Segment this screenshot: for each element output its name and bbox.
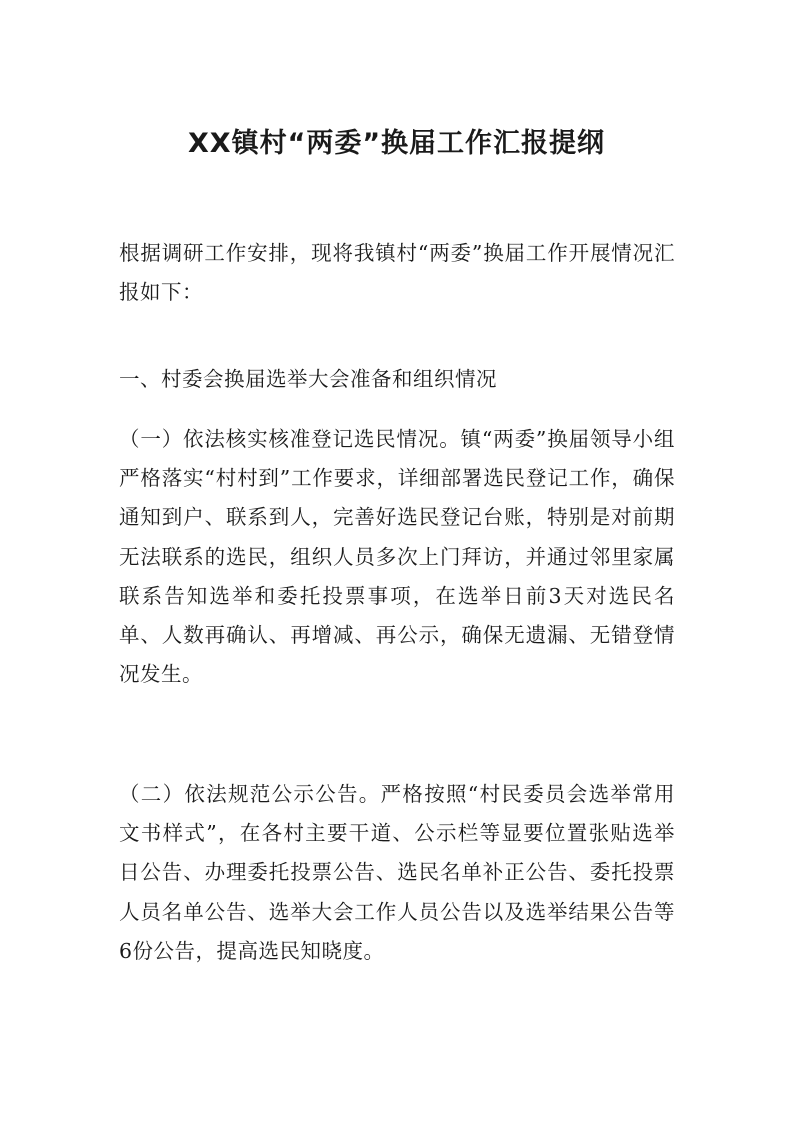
intro-paragraph: 根据调研工作安排，现将我镇村“两委”换届工作开展情况汇报如下： xyxy=(119,241,675,305)
paragraph-public-notices: （二）依法规范公示公告。严格按照“村民委员会选举常用文书样式”，在各村主要干道、公示栏等显要位置张贴选举日公告、办理委托投票公告、选民名单补正公告、委托投票人员名单公告、选举大会工作人员公告以及选举结果公告等6份公告，提高选民知晓度。 xyxy=(119,782,675,963)
paragraph-voter-registration: （一）依法核实核准登记选民情况。镇“两委”换届领导小组严格落实“村村到”工作要求，详细部署选民登记工作，确保通知到户、联系到人，完善好选民登记台账，特别是对前期无法联系的选民，组织人员多次上门拜访，并通过邻里家属联系告知选举和委托投票事项，在选举日前3天对选民名单、人数再确认、再增减、再公示，确保无遗漏、无错登情况发生。 xyxy=(119,427,675,687)
section-heading: 一、村委会换届选举大会准备和组织情况 xyxy=(119,367,497,391)
document-title: XX镇村“两委”换届工作汇报提纲 xyxy=(187,128,606,159)
